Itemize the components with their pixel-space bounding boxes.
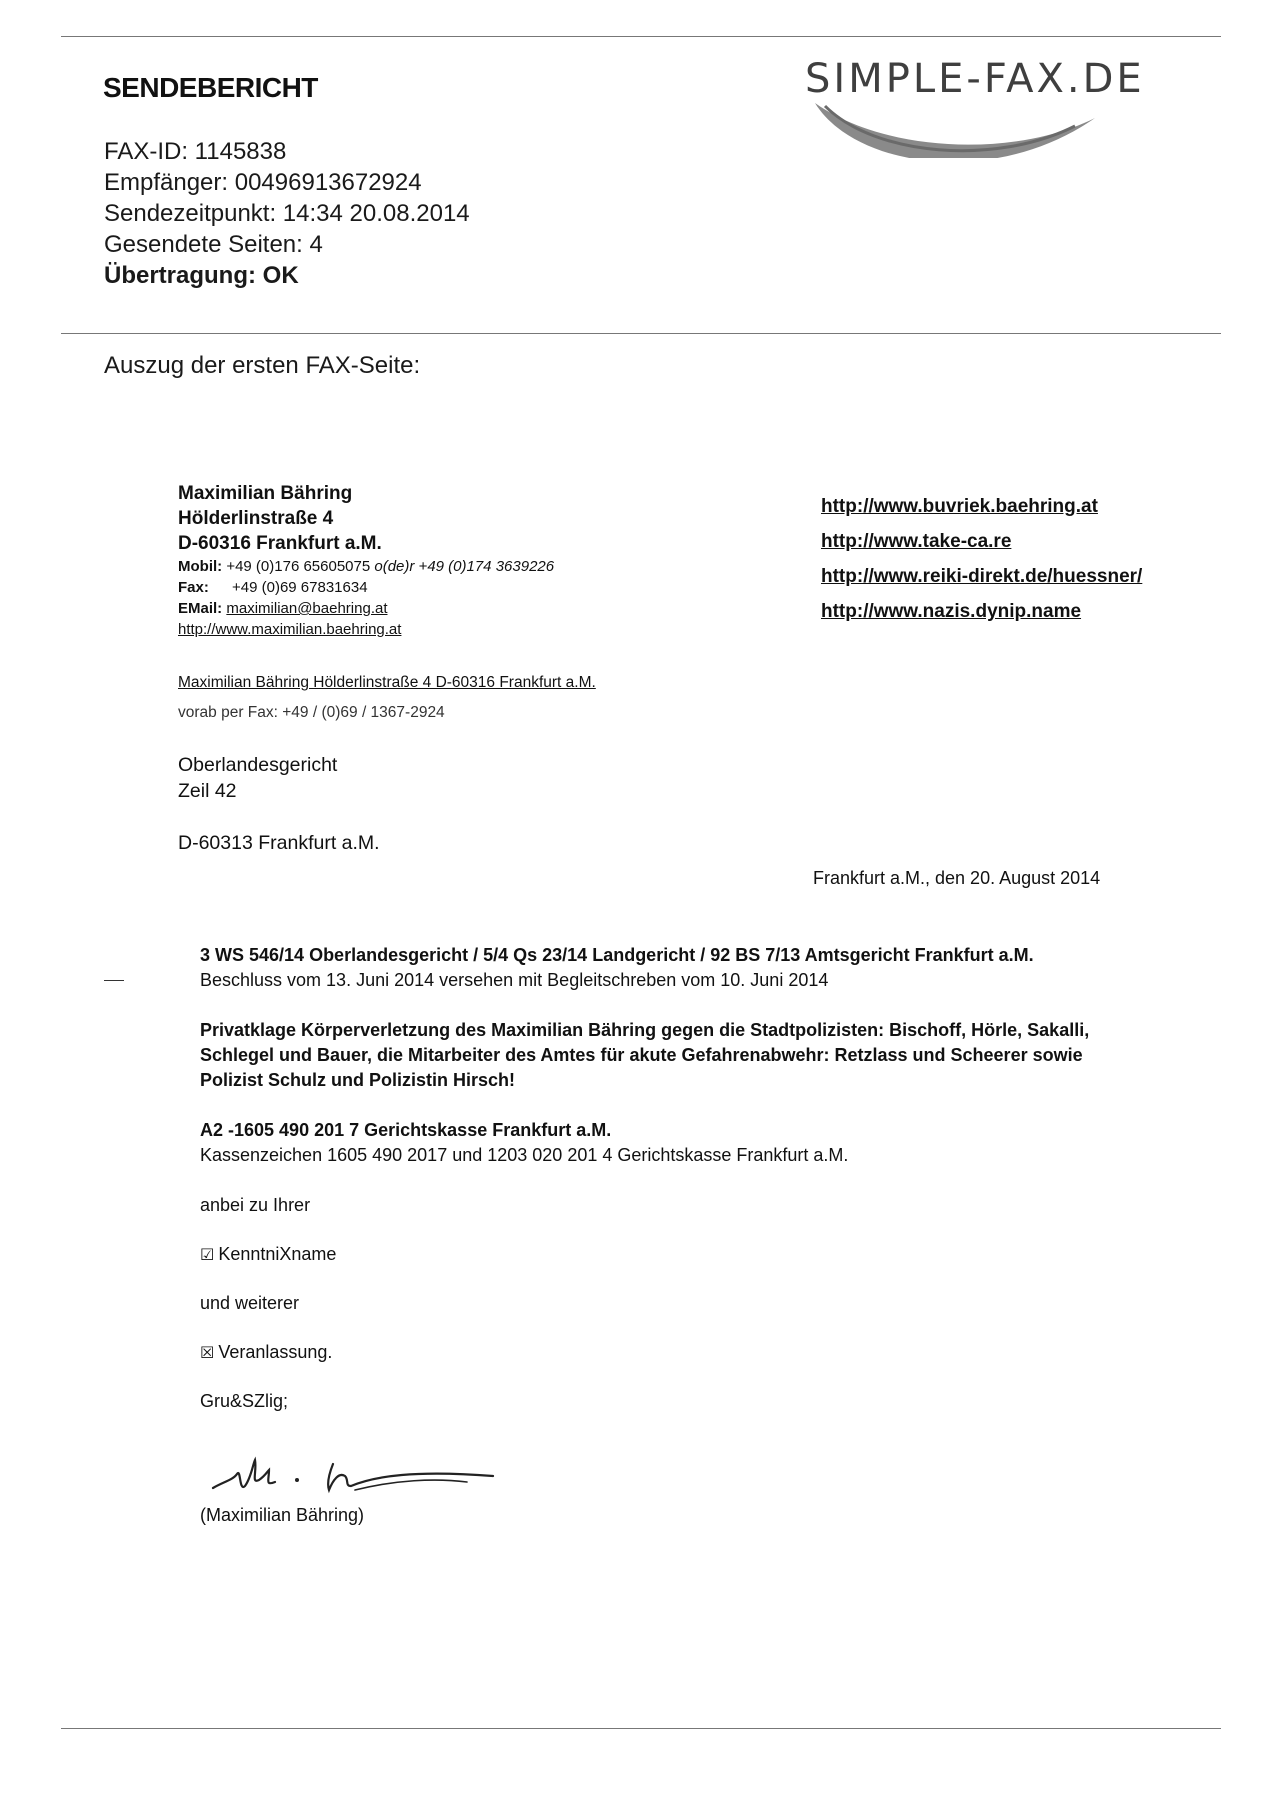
- handwritten-signature: [205, 1450, 505, 1510]
- email-label: EMail:: [178, 600, 223, 617]
- fax-id: FAX-ID: 1145838: [104, 138, 287, 165]
- recipient-number: Empfänger: 00496913672924: [104, 169, 422, 196]
- report-meta: [104, 136, 470, 291]
- sender-email: [178, 598, 554, 619]
- sender-block: [178, 481, 554, 640]
- link-buvriek[interactable]: http://www.buvriek.baehring.at: [821, 496, 1098, 517]
- letter-body: [200, 943, 1089, 1414]
- mobile-alt: o(de)r +49 (0)174 3639226: [374, 558, 555, 575]
- account-bold: A2 -1605 490 201 7 Gerichtskasse Frankfurt a.M.: [200, 1120, 612, 1140]
- mobile-label: Mobil:: [178, 558, 223, 575]
- transmission-status: Übertragung: OK: [104, 262, 299, 289]
- pages-sent: Gesendete Seiten: 4: [104, 231, 323, 258]
- checkbox-veranlassung-label: Veranlassung.: [218, 1342, 333, 1362]
- recipient-line1: Oberlandesgericht: [178, 754, 338, 776]
- recipient-line2: Zeil 42: [178, 780, 237, 802]
- middle-rule: [61, 333, 1221, 334]
- sender-name: Maximilian Bähring: [178, 483, 353, 504]
- sender-street: Hölderlinstraße 4: [178, 508, 334, 529]
- excerpt-heading: Auszug der ersten FAX-Seite:: [104, 352, 421, 379]
- sender-website-link[interactable]: http://www.maximilian.baehring.at: [178, 621, 402, 638]
- fold-mark: [104, 980, 124, 981]
- sender-fax: [178, 577, 554, 598]
- checkbox-veranlassung: [200, 1340, 1089, 1365]
- sender-city: D-60316 Frankfurt a.M.: [178, 533, 382, 554]
- link-reiki[interactable]: http://www.reiki-direkt.de/huessner/: [821, 566, 1143, 587]
- anbei-text: anbei zu Ihrer: [200, 1195, 311, 1215]
- simple-fax-logo: [795, 48, 1215, 158]
- vorab-fax: vorab per Fax: +49 / (0)69 / 1367-2924: [178, 704, 445, 721]
- signature-icon: [205, 1450, 505, 1510]
- account-plain: Kassenzeichen 1605 490 2017 und 1203 020 201 4 Gerichtskasse Frankfurt a.M.: [200, 1145, 849, 1165]
- mobile-value: +49 (0)176 65605075: [222, 558, 375, 575]
- sender-mobile: [178, 556, 554, 577]
- greeting: Gru&SZlig;: [200, 1391, 289, 1411]
- link-list: [821, 489, 1142, 629]
- checkbox-kenntnisnahme-label: KenntniXname: [218, 1244, 337, 1264]
- und-weiterer-text: und weiterer: [200, 1293, 300, 1313]
- reference-plain: Beschluss vom 13. Juni 2014 versehen mit Begleitschreben vom 10. Juni 2014: [200, 970, 829, 990]
- fax-label: Fax:: [178, 579, 209, 596]
- crossed-box-icon: ☒: [200, 1343, 215, 1362]
- signed-name: (Maximilian Bähring): [200, 1505, 365, 1525]
- subject-line-3: Polizist Schulz und Polizistin Hirsch!: [200, 1070, 516, 1090]
- fax-value: +49 (0)69 67831634: [232, 579, 368, 596]
- checked-box-icon: ☑: [200, 1245, 215, 1264]
- return-address: Maximilian Bähring Hölderlinstraße 4 D-60316 Frankfurt a.M.: [178, 674, 596, 691]
- letter-date: Frankfurt a.M., den 20. August 2014: [813, 868, 1101, 888]
- recipient-city: D-60313 Frankfurt a.M.: [178, 832, 380, 854]
- report-title: SENDEBERICHT: [103, 72, 318, 103]
- link-take-care[interactable]: http://www.take-ca.re: [821, 531, 1012, 552]
- link-dynip[interactable]: http://www.nazis.dynip.name: [821, 601, 1082, 622]
- reference-bold: 3 WS 546/14 Oberlandesgericht / 5/4 Qs 23/14 Landgericht / 92 BS 7/13 Amtsgericht Frankfurt a.M.: [200, 945, 1034, 965]
- checkbox-kenntnisnahme: [200, 1242, 1089, 1267]
- bottom-rule: [61, 1728, 1221, 1729]
- top-rule: [61, 36, 1221, 37]
- recipient-address: [178, 752, 380, 856]
- subject-line-1: Privatklage Körperverletzung des Maximilian Bähring gegen die Stadtpolizisten: Bischoff, Hörle, Sakalli,: [200, 1020, 1090, 1040]
- email-link[interactable]: maximilian@baehring.at: [226, 600, 388, 617]
- send-time: Sendezeitpunkt: 14:34 20.08.2014: [104, 200, 470, 227]
- subject-line-2: Schlegel und Bauer, die Mitarbeiter des Amtes für akute Gefahrenabwehr: Retzlass und Scheerer sowie: [200, 1045, 1083, 1065]
- logo-text: SIMPLE-FAX.DE: [805, 56, 1145, 102]
